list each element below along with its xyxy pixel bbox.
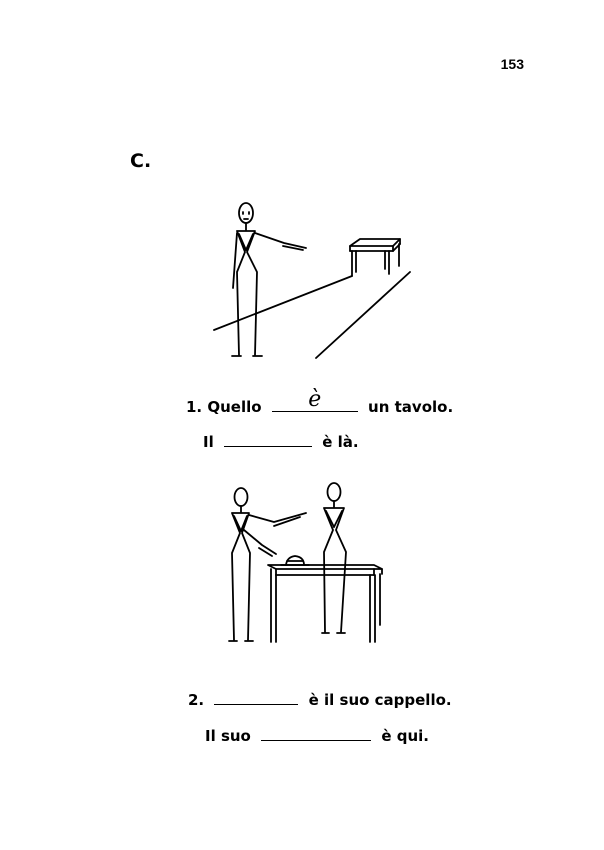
section-letter: C. bbox=[130, 150, 152, 172]
exercise-1-handwritten-answer: è bbox=[308, 387, 322, 412]
exercise-1b-text-after: è là. bbox=[322, 433, 359, 451]
exercise-1-text-before: Quello bbox=[207, 398, 262, 416]
exercise-2b-text-before: Il suo bbox=[205, 727, 251, 745]
exercise-2-line-2 bbox=[205, 726, 429, 746]
exercise-2-number: 2. bbox=[188, 691, 205, 709]
exercise-2-line-1 bbox=[188, 690, 452, 710]
page-number: 153 bbox=[500, 56, 524, 72]
exercise-1-text-after: un tavolo. bbox=[368, 398, 454, 416]
exercise-2b-text-after: è qui. bbox=[381, 727, 429, 745]
exercise-2-text-after: è il suo cappello. bbox=[308, 691, 452, 709]
exercise-1b-text-before: Il bbox=[203, 433, 214, 451]
exercise-2b-blank[interactable] bbox=[261, 726, 371, 741]
exercise-2-blank[interactable] bbox=[214, 690, 298, 705]
exercise-1-number: 1. bbox=[186, 398, 203, 416]
